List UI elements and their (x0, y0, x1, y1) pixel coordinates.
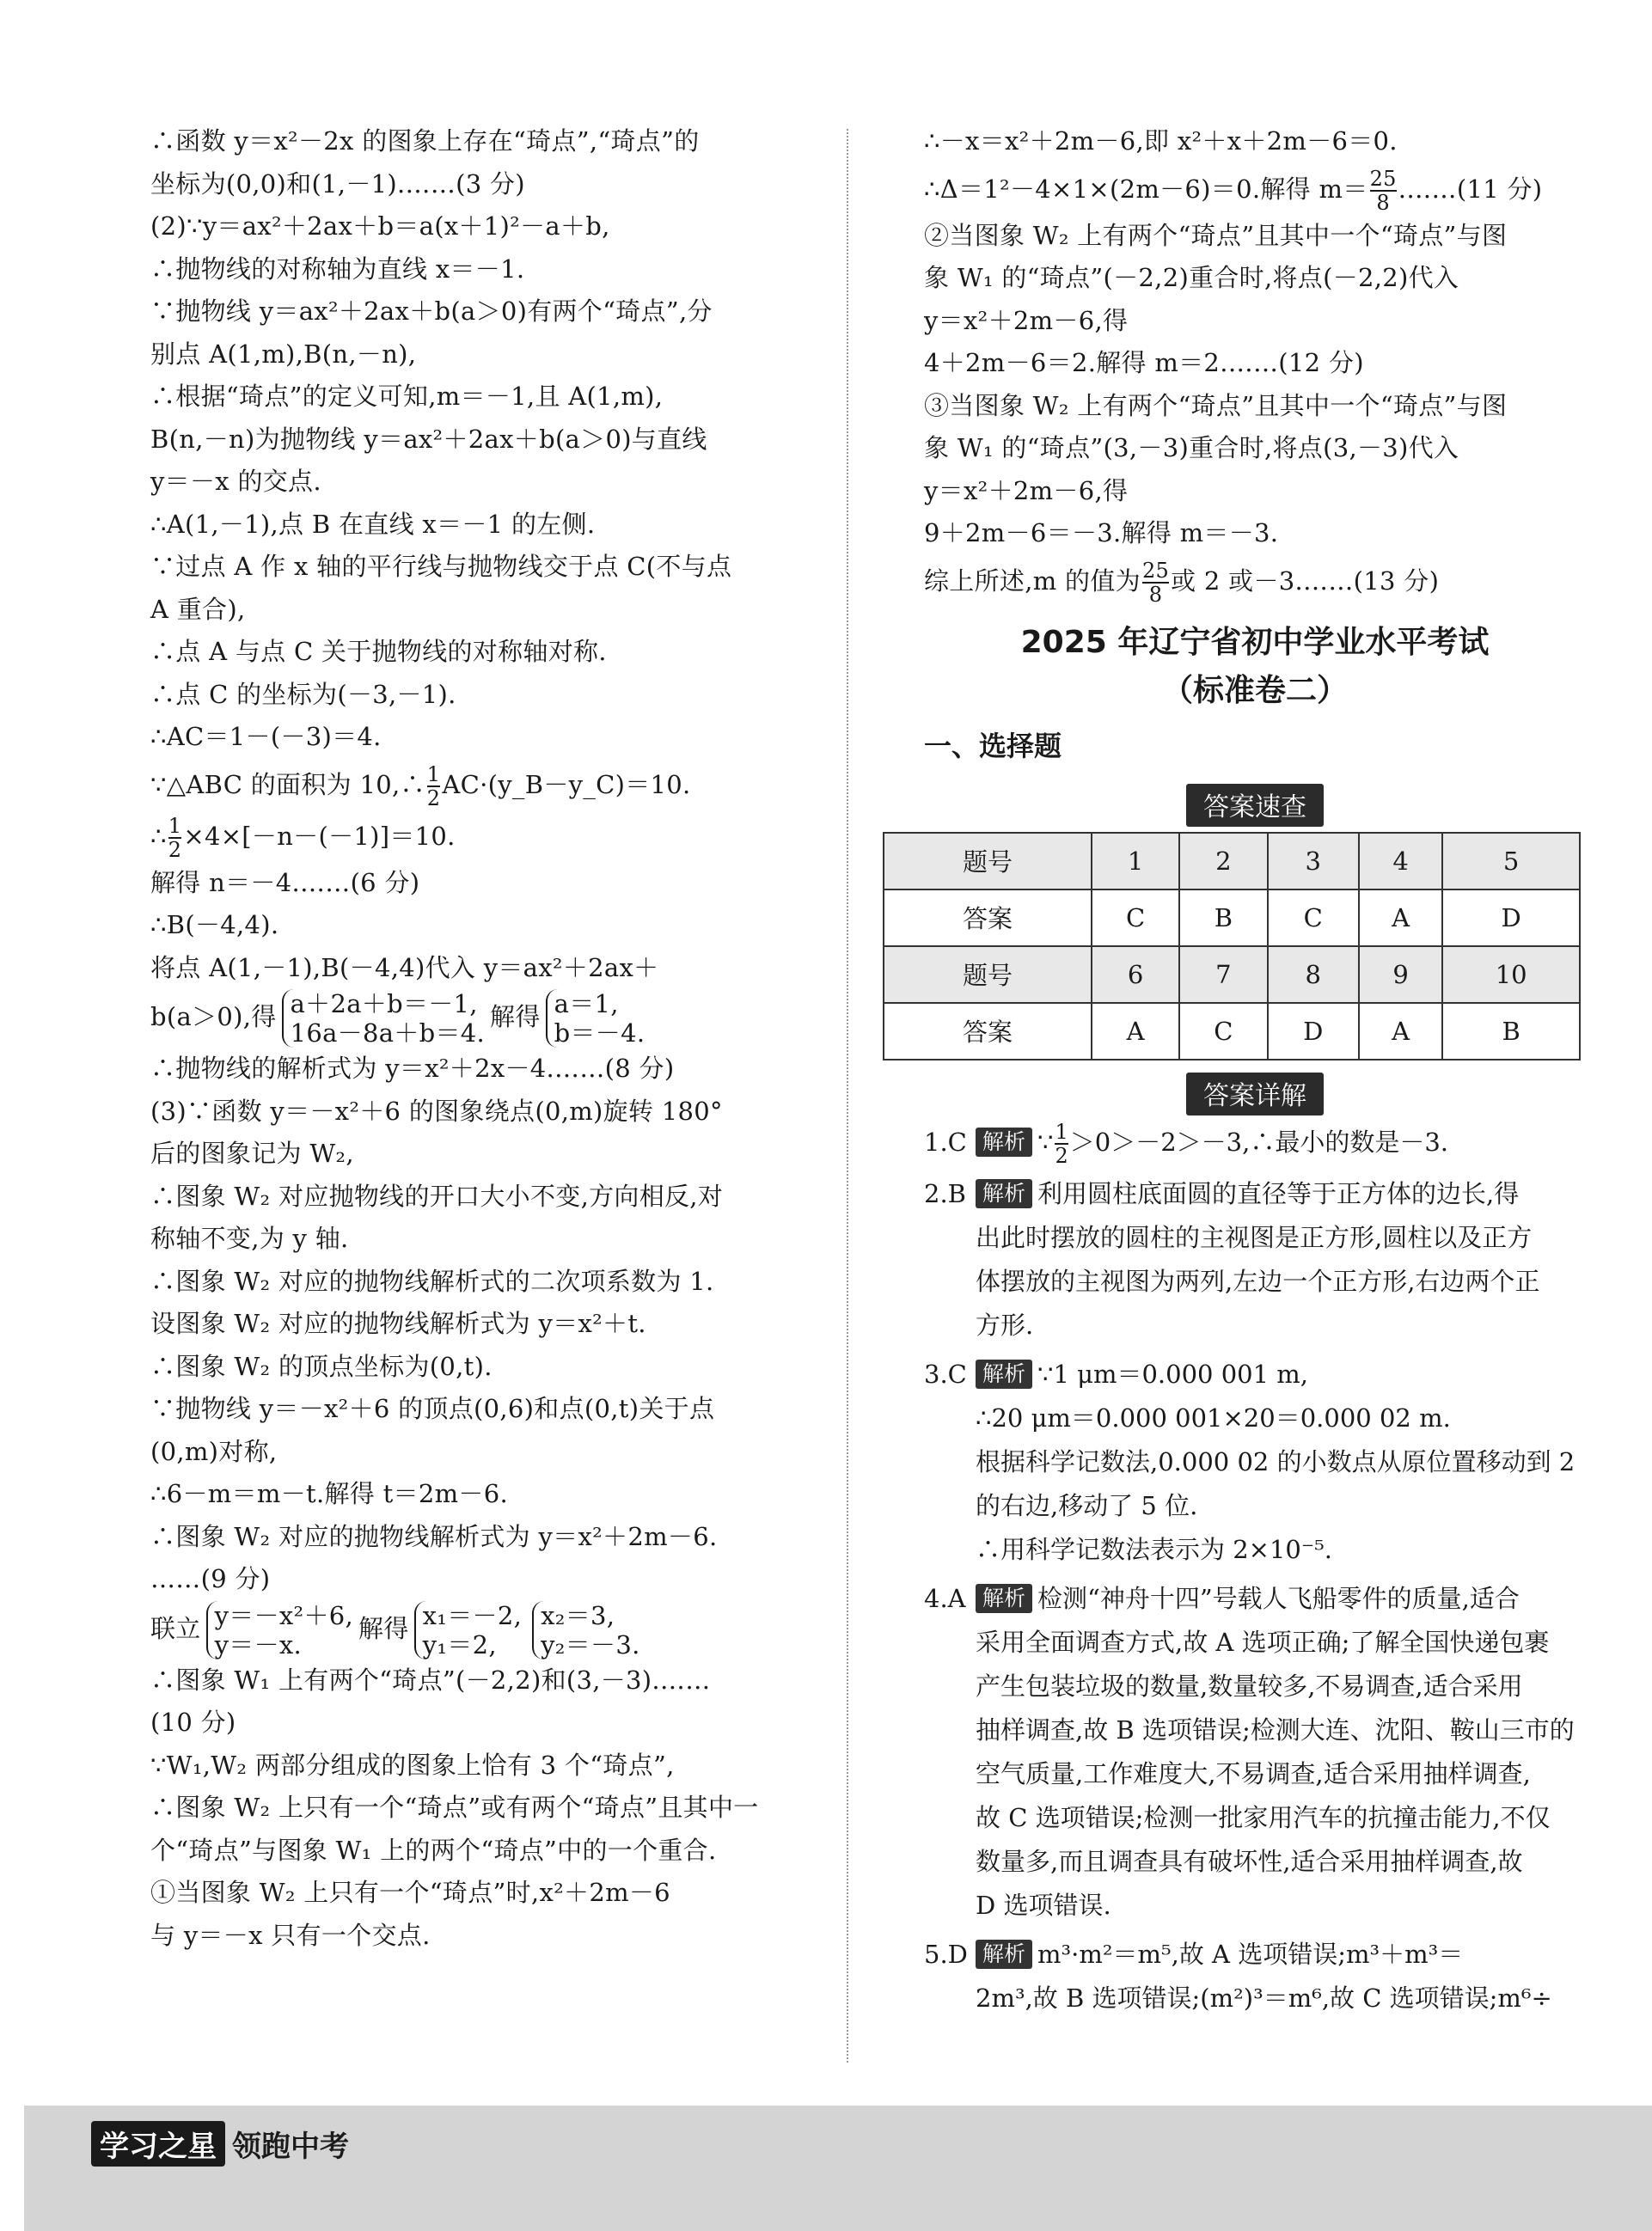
solution-text: 根据科学记数法,0.000 02 的小数点从原位置移动到 2 (976, 1446, 1576, 1476)
text-line: ∴图象 W₂ 对应的抛物线解析式的二次项系数为 1. (150, 1266, 714, 1296)
solution-line (976, 1665, 1586, 1708)
table-cell: D (1442, 889, 1580, 946)
text-line: ∴B(－4,4). (150, 910, 279, 939)
text-line: ∴－x＝x²＋2m－6,即 x²＋x＋2m－6＝0. (924, 126, 1398, 156)
solution-line (976, 1304, 1586, 1348)
solution-text: D 选项错误. (976, 1890, 1111, 1920)
solution-text: 方形. (976, 1310, 1034, 1340)
solution-line (976, 1752, 1586, 1796)
table-cell: C (1268, 889, 1359, 946)
text-line: ∵W₁,W₂ 两部分组成的图象上恰有 3 个“琦点”, (150, 1750, 675, 1780)
column-divider (847, 129, 848, 2063)
left-column (150, 120, 804, 1957)
analysis-badge: 解析 (976, 1584, 1032, 1613)
calc-equation: ∴ $\frac{1}{2}$ ×4×[－n－(－1)]＝10. (150, 813, 456, 862)
solution-text: 数量多,而且调查具有破坏性,适合采用抽样调查,故 (976, 1846, 1523, 1876)
solution-line (976, 1840, 1586, 1884)
brace-system: x₁＝－2, y₁＝2, (414, 1601, 522, 1659)
solution-text: 体摆放的主视图为两列,左边一个正方形,右边两个正 (976, 1266, 1540, 1296)
solution-line (976, 1577, 1586, 1621)
text-line: 与 y＝－x 只有一个交点. (150, 1920, 431, 1950)
solution-text: 利用圆柱底面圆的直径等于正方体的边长,得 (1037, 1178, 1520, 1208)
fraction: $\frac{1}{2}$ (168, 813, 182, 862)
table-cell: D (1268, 1003, 1359, 1060)
fraction: $\frac{1}{2}$ (1055, 1119, 1068, 1168)
solution-line (976, 1260, 1586, 1304)
solution-text: 抽样调查,故 B 选项错误;检测大连、沈阳、鞍山三市的 (976, 1715, 1575, 1745)
text-line: 设图象 W₂ 对应的抛物线解析式为 y＝x²＋t. (150, 1309, 646, 1338)
table-cell: A (1359, 1003, 1442, 1060)
delta-equation: ∴Δ＝1²－4×1×(2m－6)＝0.解得 m＝ $\frac{25}{8}$ .……(11 分) (924, 166, 1543, 215)
solution-line (976, 1621, 1586, 1665)
exam-subtitle: （标准卷二） (1161, 672, 1348, 708)
solution-text: 产生包装垃圾的数量,数量较多,不易调查,适合采用 (976, 1671, 1523, 1701)
text-line: ∴图象 W₂ 上只有一个“琦点”或有两个“琦点”且其中一 (150, 1793, 759, 1822)
brace-system: y＝－x²＋6, y＝－x. (206, 1601, 353, 1659)
text-line: ②当图象 W₂ 上有两个“琦点”且其中一个“琦点”与图 (924, 220, 1508, 250)
brand-logo: 学习之星 (91, 2121, 225, 2167)
table-cell: 10 (1442, 946, 1580, 1003)
solution-text: 检测“神舟十四”号载人飞船零件的质量,适合 (1037, 1583, 1520, 1613)
text-line: 个“琦点”与图象 W₁ 上的两个“琦点”中的一个重合. (150, 1835, 717, 1865)
solution-text: 空气质量,工作难度大,不易调查,适合采用抽样调查, (976, 1758, 1531, 1788)
solution-text: 2m³,故 B 选项错误;(m²)³＝m⁶,故 C 选项错误;m⁶÷ (976, 1983, 1552, 2013)
text-line: ∴6－m＝m－t.解得 t＝2m－6. (150, 1479, 508, 1508)
solution-line (976, 1884, 1586, 1928)
detail-label: 答案详解 (1186, 1073, 1324, 1116)
footer-banner (24, 2106, 1652, 2231)
text-line: ∴图象 W₂ 的顶点坐标为(0,t). (150, 1351, 493, 1381)
solution-text: 出此时摆放的圆柱的主视图是正方形,圆柱以及正方 (976, 1222, 1533, 1252)
solution-line (976, 1484, 1586, 1528)
text-line: ∵过点 A 作 x 轴的平行线与抛物线交于点 C(不与点 (150, 552, 732, 581)
summary-line: 综上所述,m 的值为 $\frac{25}{8}$ 或 2 或－3.……(13 分) (924, 558, 1440, 607)
table-cell: 答案 (884, 1003, 1092, 1060)
table-row (884, 833, 1580, 889)
solution-text: ∴用科学记数法表示为 2×10⁻⁵. (976, 1534, 1333, 1564)
table-cell: 6 (1092, 946, 1179, 1003)
text-line: ∵抛物线 y＝ax²＋2ax＋b(a＞0)有两个“琦点”,分 (150, 296, 713, 326)
table-cell: A (1092, 1003, 1179, 1060)
text-line: ∴点 C 的坐标为(－3,－1). (150, 679, 456, 709)
footer-brand (91, 2121, 349, 2167)
text-line: ∴图象 W₂ 对应抛物线的开口大小不变,方向相反,对 (150, 1181, 724, 1211)
solution-5: 5.D 解析 m³·m²＝m⁵,故 A 选项错误;m³＋m³＝ 2m³,故 B 选项错误;(m²)³＝m⁶,故 C 选项错误;m⁶÷ (924, 1933, 1586, 2020)
table-cell: 8 (1268, 946, 1359, 1003)
text-line: ……(9 分) (150, 1564, 271, 1593)
solution-text: 的右边,移动了 5 位. (976, 1490, 1198, 1520)
table-row (884, 889, 1580, 946)
text-line: (10 分) (150, 1708, 236, 1737)
text-line: 称轴不变,为 y 轴. (150, 1224, 349, 1253)
table-cell: 5 (1442, 833, 1580, 889)
text-line: 别点 A(1,m),B(n,－n), (150, 339, 417, 369)
solution-text-block (150, 1048, 804, 1601)
solution-line (976, 1440, 1586, 1484)
solution-line (976, 1172, 1586, 1216)
text-line: ∴图象 W₂ 对应的抛物线解析式为 y＝x²＋2m－6. (150, 1521, 718, 1551)
solution-text-block (924, 215, 1586, 555)
section-title: 一、选择题 (924, 729, 1062, 762)
solution-line (976, 1933, 1586, 1977)
answer-table (883, 832, 1581, 1060)
text-line: ∴点 A 与点 C 关于抛物线的对称轴对称. (150, 637, 607, 666)
text-line: (3)∵函数 y＝－x²＋6 的图象绕点(0,m)旋转 180° (150, 1096, 723, 1126)
right-column (924, 120, 1586, 2020)
analysis-badge: 解析 (976, 1128, 1032, 1157)
table-cell: 题号 (884, 833, 1092, 889)
equation-system: 联立 y＝－x²＋6, y＝－x. 解得 x₁＝－2, y₁＝2, x₂＝3, y₂＝－3. (150, 1600, 640, 1659)
text-line: y＝x²＋2m－6,得 (924, 305, 1129, 335)
equation-system: b(a＞0),得 a＋2a＋b＝－1, 16a－8a＋b＝4. 解得 a＝1, b＝－4. (150, 989, 646, 1048)
text-line: y＝x²＋2m－6,得 (924, 475, 1129, 505)
text-line: 9＋2m－6＝－3.解得 m＝－3. (924, 518, 1279, 547)
text-line: ∴函数 y＝x²－2x 的图象上存在“琦点”,“琦点”的 (150, 126, 700, 156)
exam-title: 2025 年辽宁省初中学业水平考试 (1020, 624, 1490, 660)
brace-system: a＋2a＋b＝－1, 16a－8a＋b＝4. (282, 989, 485, 1048)
solution-text: m³·m²＝m⁵,故 A 选项错误;m³＋m³＝ (1037, 1939, 1464, 1969)
answer-key-label: 答案速查 (1186, 784, 1324, 827)
solution-text-block (150, 862, 804, 990)
fraction: $\frac{25}{8}$ (1369, 166, 1397, 215)
solution-line (976, 1977, 1586, 2020)
solution-text: 故 C 选项错误;检测一批家用汽车的抗撞击能力,不仅 (976, 1802, 1551, 1832)
text-line: 解得 n＝－4.……(6 分) (150, 867, 420, 897)
solution-text: ∵1 μm＝0.000 001 m, (1037, 1359, 1309, 1389)
table-cell: 题号 (884, 946, 1092, 1003)
solution-line (976, 1708, 1586, 1752)
solution-text-block (924, 120, 1586, 163)
solution-2: 2.B 解析 利用圆柱底面圆的直径等于正方体的边长,得 出此时摆放的圆柱的主视图是正方形,圆柱以及正方 体摆放的主视图为两列,左边一个正方形,右边两个正 方形. (924, 1172, 1586, 1348)
solution-3: 3.C 解析 ∵1 μm＝0.000 001 m, ∴20 μm＝0.000 001×20＝0.000 02 m. 根据科学记数法,0.000 02 的小数点从原位置移动到 2 的右边,移动了 5 位. ∴用科学记数法表示为 2×10⁻⁵. (924, 1353, 1586, 1572)
text-line: 4＋2m－6＝2.解得 m＝2.……(12 分) (924, 348, 1364, 377)
text-line: ∴抛物线的解析式为 y＝x²＋2x－4.……(8 分) (150, 1054, 675, 1083)
text-line: A 重合), (150, 594, 246, 624)
solution-4: 4.A 解析 检测“神舟十四”号载人飞船零件的质量,适合 采用全面调查方式,故 A 选项正确;了解全国快递包裹 产生包装垃圾的数量,数量较多,不易调查,适合采用 抽样调查,故 B 选项错误;检测大连、沈阳、鞍山三市的 空气质量,工作难度大,不易调查,适合采用抽样调查, 故 C 选项错误;检测一批家用汽车的抗撞击能力,不仅 数量多,而且调查具有破坏性,适合采用抽样调查,故 D 选项错误. (924, 1577, 1586, 1928)
text-line: ∴根据“琦点”的定义可知,m＝－1,且 A(1,m), (150, 382, 664, 411)
table-cell: B (1179, 889, 1267, 946)
table-cell: 9 (1359, 946, 1442, 1003)
analysis-badge: 解析 (976, 1179, 1032, 1208)
table-cell: 3 (1268, 833, 1359, 889)
solution-line (976, 1216, 1586, 1260)
solution-line (976, 1796, 1586, 1840)
table-row (884, 946, 1580, 1003)
text-line: 坐标为(0,0)和(1,－1).……(3 分) (150, 168, 525, 199)
text-line: 后的图象记为 W₂, (150, 1139, 354, 1168)
solution-text: 采用全面调查方式,故 A 选项正确;了解全国快递包裹 (976, 1627, 1550, 1657)
solution-line (976, 1397, 1586, 1440)
table-cell: 答案 (884, 889, 1092, 946)
solution-text: ∴20 μm＝0.000 001×20＝0.000 02 m. (976, 1403, 1451, 1433)
brace-system: x₂＝3, y₂＝－3. (532, 1601, 639, 1659)
table-cell: B (1442, 1003, 1580, 1060)
area-equation: ∵△ABC 的面积为 10,∴ $\frac{1}{2}$ AC·(y_B－y_C)＝10. (150, 761, 691, 810)
table-cell: A (1359, 889, 1442, 946)
footer-slogan: 领跑中考 (232, 2130, 349, 2164)
text-line: ∵抛物线 y＝－x²＋6 的顶点(0,6)和点(0,t)关于点 (150, 1394, 715, 1423)
brace-system: a＝1, b＝－4. (546, 989, 646, 1048)
solution-text-block (150, 120, 804, 759)
text-line: ∴抛物线的对称轴为直线 x＝－1. (150, 254, 525, 284)
text-line: 象 W₁ 的“琦点”(3,－3)重合时,将点(3,－3)代入 (924, 433, 1459, 462)
solution-1: 1.C 解析 ∵ $\frac{1}{2}$ ＞0＞－2＞－3,∴最小的数是－3. (924, 1119, 1448, 1168)
table-cell: 1 (1092, 833, 1179, 889)
fraction: $\frac{1}{2}$ (426, 761, 441, 810)
table-row (884, 1003, 1580, 1060)
fraction: $\frac{25}{8}$ (1141, 558, 1170, 607)
text-line: B(n,－n)为抛物线 y＝ax²＋2ax＋b(a＞0)与直线 (150, 424, 707, 454)
solution-line (976, 1528, 1586, 1572)
text-line: y＝－x 的交点. (150, 467, 321, 496)
table-cell: 4 (1359, 833, 1442, 889)
text-line: (0,m)对称, (150, 1436, 278, 1466)
text-line: 将点 A(1,－1),B(－4,4)代入 y＝ax²＋2ax＋ (150, 952, 659, 982)
text-line: ③当图象 W₂ 上有两个“琦点”且其中一个“琦点”与图 (924, 390, 1508, 420)
table-cell: 2 (1179, 833, 1267, 889)
text-line: ∴图象 W₁ 上有两个“琦点”(－2,2)和(3,－3).…… (150, 1665, 711, 1695)
text-line: 象 W₁ 的“琦点”(－2,2)重合时,将点(－2,2)代入 (924, 263, 1459, 292)
table-cell: C (1092, 889, 1179, 946)
table-cell: C (1179, 1003, 1267, 1060)
analysis-badge: 解析 (976, 1940, 1032, 1969)
solution-line (976, 1353, 1586, 1397)
text-line: ∴A(1,－1),点 B 在直线 x＝－1 的左侧. (150, 509, 596, 539)
table-cell: 7 (1179, 946, 1267, 1003)
text-line: (2)∵y＝ax²＋2ax＋b＝a(x＋1)²－a＋b, (150, 211, 610, 241)
text-line: ①当图象 W₂ 上只有一个“琦点”时,x²＋2m－6 (150, 1878, 670, 1907)
solution-text-block (150, 1659, 804, 1958)
text-line: ∴AC＝1－(－3)＝4. (150, 722, 382, 751)
analysis-badge: 解析 (976, 1360, 1032, 1389)
